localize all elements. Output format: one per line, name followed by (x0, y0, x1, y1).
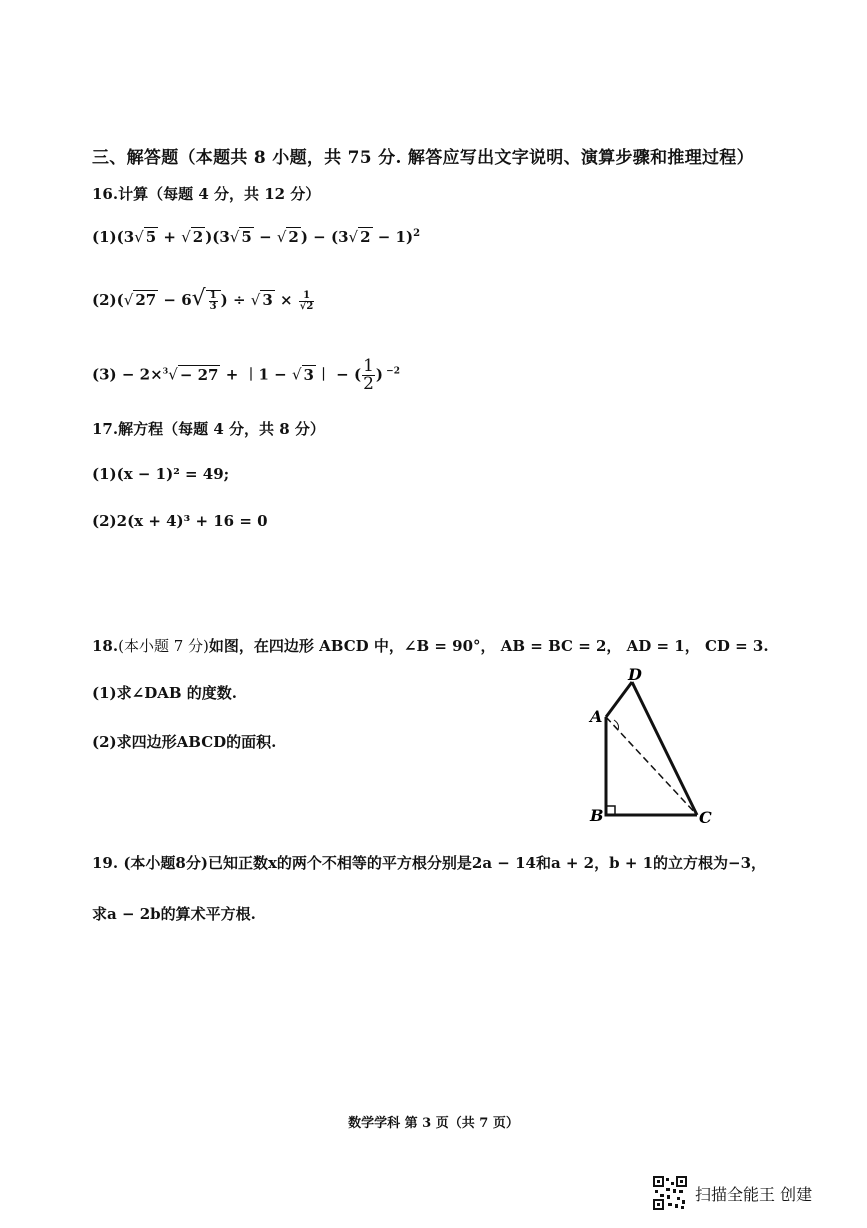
label-a: A (590, 707, 603, 726)
page-footer: 数学学科 第 3 页（共 7 页） (348, 1116, 519, 1131)
q17-header: 17.解方程（每题 4 分，共 8 分） (92, 420, 325, 438)
label-c: C (699, 808, 712, 827)
figure-diagonal-ac (606, 717, 697, 815)
q16-part1-label: (1) (92, 228, 117, 246)
q16-part3-label: (3) (92, 365, 117, 384)
q17-part2: (2)2(x + 4)³ + 16 = 0 (92, 512, 268, 530)
q16-part3: (3) − 2×$^3$√ − 27 + ︱1 − √ 3 ︱ − ( $\frac{1}{2}$ ) $^{-2}$ (92, 356, 400, 394)
figure-side-ad (606, 682, 632, 717)
scanner-stamp (653, 1176, 812, 1210)
q16-part2-label: (2) (92, 291, 117, 309)
label-b: B (590, 806, 604, 825)
stamp-text: 扫描全能王 创建 (695, 1184, 813, 1204)
q18-header (92, 635, 769, 656)
q18-part2: (2)求四边形ABCD的面积. (92, 733, 277, 751)
figure-side-dc (632, 682, 697, 815)
q19-line1: 19. (本小题8分)已知正数x的两个不相等的平方根分别是2a − 14和a + 2，b + 1的立方根为−3， (92, 854, 767, 872)
q18-number: 18. (92, 637, 119, 655)
label-d: D (628, 665, 642, 684)
q17-part1: (1)(x − 1)² = 49; (92, 465, 230, 483)
q18-part1: (1)求∠DAB 的度数. (92, 684, 237, 702)
q16-header: 16.计算（每题 4 分，共 12 分） (92, 185, 321, 203)
q18-statement: 如图，在四边形 ABCD 中，∠B = 90°， AB = BC = 2， AD = 1， CD = 3. (208, 637, 769, 655)
q16-part2: (2)(√ 27 − 6√ $\frac{1}{3}$ ) ÷ √ 3 × $\frac{1}{√2}$ (92, 286, 314, 312)
q16-part1: (1)(3√ 5 + √ 2 )(3√ 5 − √ 2 ) − (3√ 2 − 1)$^2$ (92, 228, 421, 246)
qr-code-icon (653, 1176, 687, 1210)
q18-score-note: (本小题 7 分) (118, 637, 209, 655)
quadrilateral-figure (580, 660, 720, 835)
section-title: 三、解答题（本题共 8 小题，共 75 分. 解答应写出文字说明、演算步骤和推理过程） (92, 148, 754, 168)
q19-line2: 求a − 2b的算术平方根. (92, 905, 256, 923)
